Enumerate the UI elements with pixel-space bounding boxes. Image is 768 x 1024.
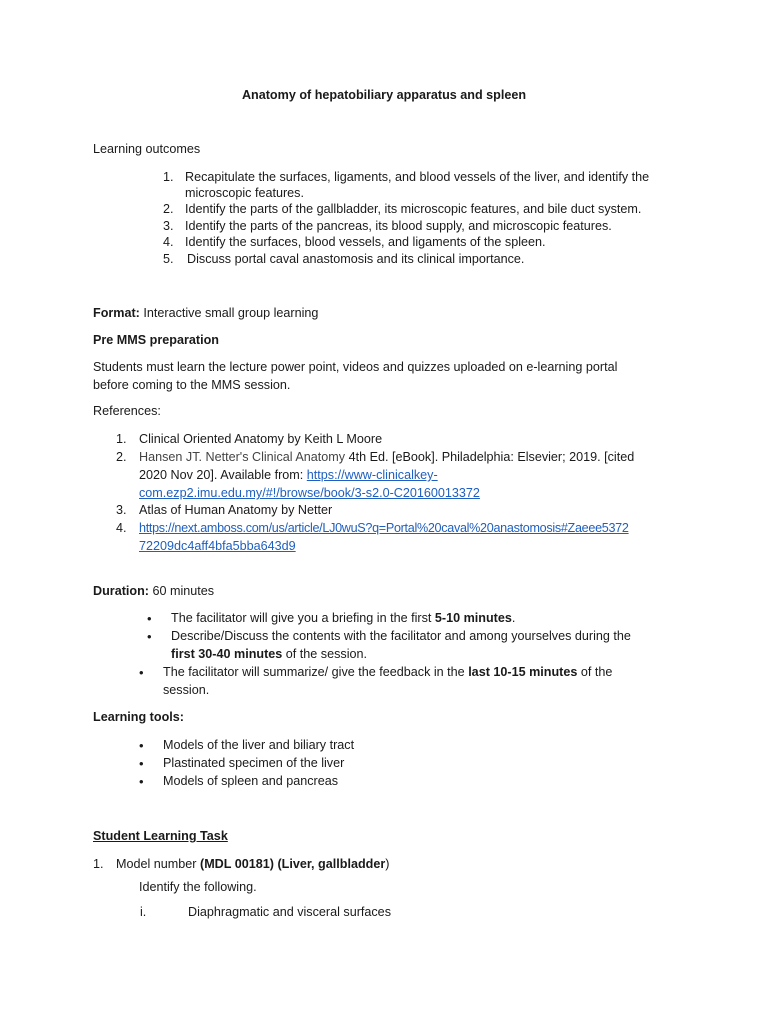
outcome-text: microscopic features. bbox=[185, 186, 304, 200]
learning-tool-item: Models of the liver and biliary tract bbox=[163, 738, 355, 752]
reference-number: 4. bbox=[116, 521, 127, 535]
learning-tool-item: Models of spleen and pancreas bbox=[163, 774, 339, 788]
reference-details: 4th Ed. [eBook]. Philadelphia: Elsevier; 2019. [cited bbox=[345, 450, 635, 464]
duration-emphasis: 5-10 minutes bbox=[434, 611, 512, 625]
task-text: Model number bbox=[116, 857, 200, 871]
task-instruction: Identify the following. bbox=[139, 880, 257, 894]
task-text: ) bbox=[385, 857, 390, 871]
duration-text: of the bbox=[577, 665, 613, 679]
duration-label: Duration: bbox=[93, 584, 149, 598]
outcome-number: 2. bbox=[163, 202, 174, 216]
outcome-text: Discuss portal caval anastomosis and its clinical importance. bbox=[187, 252, 525, 266]
format-label: Format: bbox=[93, 306, 140, 320]
outcome-text: Identify the parts of the pancreas, its blood supply, and microscopic features. bbox=[185, 219, 612, 233]
duration-line bbox=[93, 583, 214, 600]
outcome-text: Identify the surfaces, blood vessels, and ligaments of the spleen. bbox=[185, 235, 546, 249]
outcome-number: 4. bbox=[163, 235, 174, 249]
reference-number: 2. bbox=[116, 450, 127, 464]
bullet-icon: • bbox=[139, 774, 144, 789]
bullet-icon: • bbox=[139, 665, 144, 680]
duration-text: The facilitator will summarize/ give the feedback in the bbox=[163, 665, 469, 679]
duration-text: The facilitator will give you a briefing in the first bbox=[171, 611, 435, 625]
duration-text: of the session. bbox=[282, 647, 368, 661]
format-line bbox=[93, 305, 318, 322]
reference-link[interactable]: https://next.amboss.com/us/article/LJ0wuS?q=Portal%20caval%20anastomosis#Zaeee5372 bbox=[139, 521, 629, 535]
reference-text bbox=[139, 467, 438, 484]
pre-mms-text: before coming to the MMS session. bbox=[93, 378, 291, 392]
duration-bullet-text: Describe/Discuss the contents with the facilitator and among yourselves during the bbox=[171, 629, 631, 643]
learning-tool-item: Plastinated specimen of the liver bbox=[163, 756, 345, 770]
duration-emphasis: last 10-15 minutes bbox=[468, 665, 578, 679]
task-sub-item: Diaphragmatic and visceral surfaces bbox=[188, 905, 391, 919]
reference-link[interactable]: https://www-clinicalkey- bbox=[306, 468, 438, 482]
task-model-id: (MDL 00181) (Liver, gallbladder bbox=[200, 857, 386, 871]
bullet-icon: • bbox=[139, 756, 144, 771]
learning-tools-heading: Learning tools: bbox=[93, 710, 184, 724]
task-number: 1. bbox=[93, 857, 104, 871]
outcome-number: 1. bbox=[163, 170, 174, 184]
reference-author: Hansen JT. Netter's Clinical Anatomy bbox=[139, 450, 346, 464]
pre-mms-heading: Pre MMS preparation bbox=[93, 333, 219, 347]
duration-bullet-text: session. bbox=[163, 683, 210, 697]
outcome-number: 5. bbox=[163, 252, 174, 266]
duration-value: 60 minutes bbox=[148, 584, 215, 598]
outcome-text: Recapitulate the surfaces, ligaments, and blood vessels of the liver, and identify the bbox=[185, 170, 650, 184]
duration-text: . bbox=[511, 611, 516, 625]
reference-details: 2020 Nov 20]. Available from: bbox=[139, 468, 307, 482]
outcome-number: 3. bbox=[163, 219, 174, 233]
duration-bullet-text bbox=[171, 646, 367, 663]
reference-link[interactable]: com.ezp2.imu.edu.my/#!/browse/book/3-s2.0-C20160013372 bbox=[139, 486, 480, 500]
task-sub-number: i. bbox=[140, 905, 147, 919]
learning-outcomes-heading: Learning outcomes bbox=[93, 142, 201, 156]
reference-text bbox=[139, 449, 634, 466]
student-task-heading: Student Learning Task bbox=[93, 829, 228, 843]
duration-emphasis: first 30-40 minutes bbox=[171, 647, 283, 661]
outcome-text: Identify the parts of the gallbladder, its microscopic features, and bile duct system. bbox=[185, 202, 642, 216]
bullet-icon: • bbox=[147, 611, 152, 626]
reference-text: Atlas of Human Anatomy by Netter bbox=[139, 503, 333, 517]
reference-text: Clinical Oriented Anatomy by Keith L Moore bbox=[139, 432, 383, 446]
bullet-icon: • bbox=[147, 629, 152, 644]
duration-bullet-text bbox=[171, 610, 515, 627]
task-model-line bbox=[116, 856, 389, 873]
duration-bullet-text bbox=[163, 664, 612, 681]
references-heading: References: bbox=[93, 404, 161, 418]
bullet-icon: • bbox=[139, 738, 144, 753]
format-value: Interactive small group learning bbox=[139, 306, 319, 320]
reference-number: 1. bbox=[116, 432, 127, 446]
reference-number: 3. bbox=[116, 503, 127, 517]
pre-mms-text: Students must learn the lecture power point, videos and quizzes uploaded on e-learning portal bbox=[93, 360, 618, 374]
document-title: Anatomy of hepatobiliary apparatus and spleen bbox=[241, 88, 527, 102]
reference-link[interactable]: 72209dc4aff4bfa5bba643d9 bbox=[139, 539, 296, 553]
